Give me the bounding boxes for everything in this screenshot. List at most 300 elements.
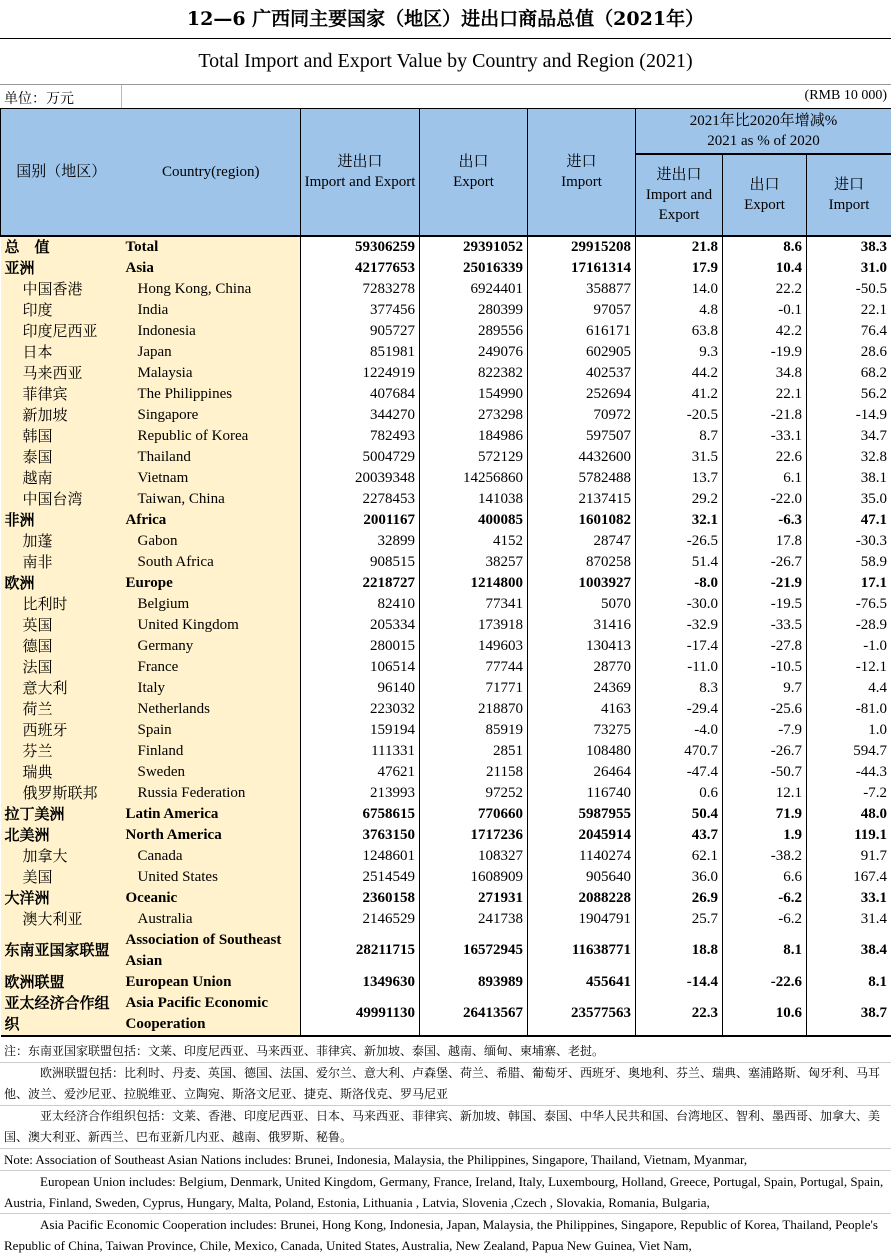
import-value: 602905 bbox=[528, 342, 636, 363]
import-export-value: 42177653 bbox=[301, 258, 420, 279]
import-change: 22.1 bbox=[807, 300, 891, 321]
import-change: -81.0 bbox=[807, 699, 891, 720]
table-row bbox=[1, 825, 891, 846]
table-body bbox=[1, 236, 891, 1036]
country-name-cn: 西班牙 bbox=[1, 720, 122, 741]
table-row bbox=[1, 762, 891, 783]
import-change: -1.0 bbox=[807, 636, 891, 657]
import-export-value: 344270 bbox=[301, 405, 420, 426]
country-name-en: Malaysia bbox=[122, 363, 301, 384]
export-change: 10.4 bbox=[723, 258, 807, 279]
header-import-cn: 进口 bbox=[566, 153, 597, 170]
table-row bbox=[1, 846, 891, 867]
unit-label-en: (RMB 10 000) bbox=[804, 88, 887, 103]
export-value: 249076 bbox=[420, 342, 528, 363]
import-export-change: 41.2 bbox=[636, 384, 723, 405]
import-change: 38.7 bbox=[807, 993, 891, 1036]
country-name-en: Germany bbox=[122, 636, 301, 657]
export-value: 2851 bbox=[420, 741, 528, 762]
country-name-en: Taiwan, China bbox=[122, 489, 301, 510]
import-export-change: 8.3 bbox=[636, 678, 723, 699]
import-export-value: 280015 bbox=[301, 636, 420, 657]
import-value: 455641 bbox=[528, 972, 636, 993]
header-import-en: Import bbox=[561, 173, 602, 190]
country-name-en: Thailand bbox=[122, 447, 301, 468]
table-row bbox=[1, 636, 891, 657]
import-export-change: 32.1 bbox=[636, 510, 723, 531]
country-name-cn: 亚洲 bbox=[1, 258, 122, 279]
export-change: 9.7 bbox=[723, 678, 807, 699]
import-change: -50.5 bbox=[807, 279, 891, 300]
table-row bbox=[1, 363, 891, 384]
import-export-change: 4.8 bbox=[636, 300, 723, 321]
country-name-cn: 印度 bbox=[1, 300, 122, 321]
import-change: 33.1 bbox=[807, 888, 891, 909]
country-name-en: The Philippines bbox=[122, 384, 301, 405]
import-change: -12.1 bbox=[807, 657, 891, 678]
table-row bbox=[1, 804, 891, 825]
header-change-import-en: Import bbox=[828, 196, 870, 213]
import-value: 108480 bbox=[528, 741, 636, 762]
export-value: 218870 bbox=[420, 699, 528, 720]
import-change: 167.4 bbox=[807, 867, 891, 888]
import-change: 56.2 bbox=[807, 384, 891, 405]
import-change: 76.4 bbox=[807, 321, 891, 342]
import-export-change: 25.7 bbox=[636, 909, 723, 930]
header-change-en: 2021 as % of 2020 bbox=[707, 132, 820, 149]
country-name-cn: 芬兰 bbox=[1, 741, 122, 762]
import-export-change: -14.4 bbox=[636, 972, 723, 993]
import-export-value: 20039348 bbox=[301, 468, 420, 489]
import-export-value: 407684 bbox=[301, 384, 420, 405]
import-export-value: 782493 bbox=[301, 426, 420, 447]
export-change: 10.6 bbox=[723, 993, 807, 1036]
import-change: -30.3 bbox=[807, 531, 891, 552]
import-export-value: 159194 bbox=[301, 720, 420, 741]
export-value: 85919 bbox=[420, 720, 528, 741]
export-value: 97252 bbox=[420, 783, 528, 804]
export-value: 6924401 bbox=[420, 279, 528, 300]
import-change: 48.0 bbox=[807, 804, 891, 825]
table-row bbox=[1, 447, 891, 468]
import-export-value: 7283278 bbox=[301, 279, 420, 300]
import-export-value: 32899 bbox=[301, 531, 420, 552]
export-value: 26413567 bbox=[420, 993, 528, 1036]
header-import-export bbox=[301, 109, 420, 236]
import-change: 47.1 bbox=[807, 510, 891, 531]
export-value: 1717236 bbox=[420, 825, 528, 846]
country-name-cn: 大洋洲 bbox=[1, 888, 122, 909]
import-export-value: 6758615 bbox=[301, 804, 420, 825]
unit-divider bbox=[121, 85, 122, 109]
import-change: 35.0 bbox=[807, 489, 891, 510]
import-export-change: -32.9 bbox=[636, 615, 723, 636]
import-value: 17161314 bbox=[528, 258, 636, 279]
import-value: 1003927 bbox=[528, 573, 636, 594]
export-value: 4152 bbox=[420, 531, 528, 552]
export-change: 42.2 bbox=[723, 321, 807, 342]
import-value: 4163 bbox=[528, 699, 636, 720]
export-change: -6.3 bbox=[723, 510, 807, 531]
import-export-value: 2360158 bbox=[301, 888, 420, 909]
import-export-change: 50.4 bbox=[636, 804, 723, 825]
import-value: 97057 bbox=[528, 300, 636, 321]
country-name-en: Australia bbox=[122, 909, 301, 930]
country-name-en: Sweden bbox=[122, 762, 301, 783]
country-name-en: Spain bbox=[122, 720, 301, 741]
export-value: 893989 bbox=[420, 972, 528, 993]
export-change: -22.6 bbox=[723, 972, 807, 993]
export-value: 108327 bbox=[420, 846, 528, 867]
import-export-value: 205334 bbox=[301, 615, 420, 636]
import-export-value: 96140 bbox=[301, 678, 420, 699]
table-row bbox=[1, 300, 891, 321]
table-row bbox=[1, 321, 891, 342]
import-export-value: 2218727 bbox=[301, 573, 420, 594]
import-export-value: 59306259 bbox=[301, 236, 420, 258]
import-export-change: 14.0 bbox=[636, 279, 723, 300]
country-name-en: Africa bbox=[122, 510, 301, 531]
import-change: -14.9 bbox=[807, 405, 891, 426]
import-export-value: 213993 bbox=[301, 783, 420, 804]
table-row bbox=[1, 258, 891, 279]
import-export-value: 851981 bbox=[301, 342, 420, 363]
table-row bbox=[1, 615, 891, 636]
import-export-change: -11.0 bbox=[636, 657, 723, 678]
country-name-cn: 北美洲 bbox=[1, 825, 122, 846]
export-value: 141038 bbox=[420, 489, 528, 510]
note-asean-en: Note: Association of Southeast Asian Nations includes: Brunei, Indonesia, Malaysia, the Philippines, Singapore, Thailand, Vietnam, Myanmar, bbox=[0, 1148, 891, 1170]
import-value: 597507 bbox=[528, 426, 636, 447]
export-value: 1214800 bbox=[420, 573, 528, 594]
import-export-change: -47.4 bbox=[636, 762, 723, 783]
table-row bbox=[1, 699, 891, 720]
export-value: 770660 bbox=[420, 804, 528, 825]
export-change: -6.2 bbox=[723, 888, 807, 909]
import-change: 8.1 bbox=[807, 972, 891, 993]
export-value: 16572945 bbox=[420, 930, 528, 972]
export-value: 29391052 bbox=[420, 236, 528, 258]
export-change: -26.7 bbox=[723, 741, 807, 762]
import-export-value: 5004729 bbox=[301, 447, 420, 468]
country-name-cn: 俄罗斯联邦 bbox=[1, 783, 122, 804]
import-export-value: 2278453 bbox=[301, 489, 420, 510]
country-name-cn: 英国 bbox=[1, 615, 122, 636]
country-name-en: Association of Southeast Asian bbox=[122, 930, 301, 972]
table-row bbox=[1, 888, 891, 909]
country-name-en: France bbox=[122, 657, 301, 678]
country-name-en: Belgium bbox=[122, 594, 301, 615]
table-row bbox=[1, 720, 891, 741]
note-apec-cn: 亚太经济合作组织包括：文莱、香港、印度尼西亚、日本、马来西亚、菲律宾、新加坡、韩国、泰国、中华人民共和国、台湾地区、智利、墨西哥、加拿大、美国、澳大利亚、新西兰、巴布亚新几内亚、越南、俄罗斯、秘鲁。 bbox=[0, 1105, 891, 1148]
import-export-value: 111331 bbox=[301, 741, 420, 762]
table-row bbox=[1, 594, 891, 615]
export-value: 1608909 bbox=[420, 867, 528, 888]
import-change: 34.7 bbox=[807, 426, 891, 447]
note-apec-en: Asia Pacific Economic Cooperation includes: Brunei, Hong Kong, Indonesia, Japan, Malaysia, the Philippines, Singapore, Republic of Korea, Thailand, People's Republic of China, Taiwan Province, Chile, Mexico, Canada, United States, Australia, New Zealand, Papua New Guinea, Viet Nam, bbox=[0, 1213, 891, 1256]
country-name-cn: 德国 bbox=[1, 636, 122, 657]
import-change: -7.2 bbox=[807, 783, 891, 804]
country-name-en: North America bbox=[122, 825, 301, 846]
country-name-cn: 加拿大 bbox=[1, 846, 122, 867]
export-change: 22.2 bbox=[723, 279, 807, 300]
header-change-export-en: Export bbox=[744, 196, 785, 213]
header-change-import-export bbox=[636, 154, 723, 236]
import-export-change: 63.8 bbox=[636, 321, 723, 342]
export-change: -0.1 bbox=[723, 300, 807, 321]
import-change: 28.6 bbox=[807, 342, 891, 363]
import-export-value: 908515 bbox=[301, 552, 420, 573]
table-row bbox=[1, 384, 891, 405]
country-name-en: European Union bbox=[122, 972, 301, 993]
note-eu-cn: 欧洲联盟包括：比利时、丹麦、英国、德国、法国、爱尔兰、意大利、卢森堡、荷兰、希腊、葡萄牙、西班牙、奥地利、芬兰、瑞典、塞浦路斯、匈牙利、马耳他、波兰、爱沙尼亚、拉脱维亚、立陶宛、斯洛文尼亚、捷克、斯洛伐克、罗马尼亚 bbox=[0, 1062, 891, 1105]
table-row bbox=[1, 489, 891, 510]
export-change: 1.9 bbox=[723, 825, 807, 846]
unit-label-cn: 单位：万元 bbox=[4, 91, 74, 107]
table-row bbox=[1, 867, 891, 888]
country-name-en: Italy bbox=[122, 678, 301, 699]
country-name-cn: 马来西亚 bbox=[1, 363, 122, 384]
country-name-en: Japan bbox=[122, 342, 301, 363]
import-export-change: -4.0 bbox=[636, 720, 723, 741]
export-value: 77744 bbox=[420, 657, 528, 678]
table-row bbox=[1, 930, 891, 972]
import-value: 1140274 bbox=[528, 846, 636, 867]
header-import-export-cn: 进出口 bbox=[337, 153, 383, 170]
country-name-cn: 澳大利亚 bbox=[1, 909, 122, 930]
import-value: 31416 bbox=[528, 615, 636, 636]
country-name-cn: 东南亚国家联盟 bbox=[1, 930, 122, 972]
country-name-cn: 亚太经济合作组织 bbox=[1, 993, 122, 1036]
export-value: 14256860 bbox=[420, 468, 528, 489]
export-change: -19.5 bbox=[723, 594, 807, 615]
country-name-en: Finland bbox=[122, 741, 301, 762]
header-import-export-en: Import and Export bbox=[304, 173, 416, 190]
table-row bbox=[1, 510, 891, 531]
export-change: -7.9 bbox=[723, 720, 807, 741]
export-value: 822382 bbox=[420, 363, 528, 384]
import-export-value: 223032 bbox=[301, 699, 420, 720]
export-value: 184986 bbox=[420, 426, 528, 447]
country-name-en: Singapore bbox=[122, 405, 301, 426]
country-name-en: Asia Pacific Economic Cooperation bbox=[122, 993, 301, 1036]
import-export-value: 47621 bbox=[301, 762, 420, 783]
export-change: -21.8 bbox=[723, 405, 807, 426]
import-export-change: 51.4 bbox=[636, 552, 723, 573]
import-export-value: 106514 bbox=[301, 657, 420, 678]
import-value: 252694 bbox=[528, 384, 636, 405]
import-value: 358877 bbox=[528, 279, 636, 300]
import-value: 70972 bbox=[528, 405, 636, 426]
country-name-cn: 菲律宾 bbox=[1, 384, 122, 405]
export-change: 8.6 bbox=[723, 236, 807, 258]
import-value: 870258 bbox=[528, 552, 636, 573]
import-export-value: 28211715 bbox=[301, 930, 420, 972]
country-name-cn: 中国台湾 bbox=[1, 489, 122, 510]
unit-row bbox=[0, 84, 891, 109]
import-change: 58.9 bbox=[807, 552, 891, 573]
export-change: -33.1 bbox=[723, 426, 807, 447]
export-value: 154990 bbox=[420, 384, 528, 405]
country-name-cn: 瑞典 bbox=[1, 762, 122, 783]
table-row bbox=[1, 468, 891, 489]
import-value: 2045914 bbox=[528, 825, 636, 846]
import-export-change: 31.5 bbox=[636, 447, 723, 468]
country-name-en: Republic of Korea bbox=[122, 426, 301, 447]
import-value: 5070 bbox=[528, 594, 636, 615]
table-row bbox=[1, 657, 891, 678]
country-name-cn: 中国香港 bbox=[1, 279, 122, 300]
country-name-en: Vietnam bbox=[122, 468, 301, 489]
country-name-cn: 比利时 bbox=[1, 594, 122, 615]
table-row bbox=[1, 279, 891, 300]
country-name-en: Netherlands bbox=[122, 699, 301, 720]
import-change: 38.1 bbox=[807, 468, 891, 489]
country-name-cn: 欧洲联盟 bbox=[1, 972, 122, 993]
import-value: 29915208 bbox=[528, 236, 636, 258]
header-export-en: Export bbox=[453, 173, 494, 190]
import-export-change: 26.9 bbox=[636, 888, 723, 909]
import-export-value: 49991130 bbox=[301, 993, 420, 1036]
header-change-import bbox=[807, 154, 891, 236]
import-export-change: 13.7 bbox=[636, 468, 723, 489]
import-export-value: 1349630 bbox=[301, 972, 420, 993]
table-row bbox=[1, 236, 891, 258]
import-export-change: 0.6 bbox=[636, 783, 723, 804]
header-change-export-cn: 出口 bbox=[749, 176, 780, 193]
import-export-value: 2146529 bbox=[301, 909, 420, 930]
export-change: -33.5 bbox=[723, 615, 807, 636]
country-name-en: Total bbox=[122, 236, 301, 258]
table-row bbox=[1, 573, 891, 594]
import-export-value: 1248601 bbox=[301, 846, 420, 867]
trade-table bbox=[0, 108, 891, 1037]
export-value: 173918 bbox=[420, 615, 528, 636]
country-name-en: Gabon bbox=[122, 531, 301, 552]
export-value: 71771 bbox=[420, 678, 528, 699]
country-name-en: Russia Federation bbox=[122, 783, 301, 804]
country-name-en: Oceanic bbox=[122, 888, 301, 909]
import-export-change: 22.3 bbox=[636, 993, 723, 1036]
import-export-change: 18.8 bbox=[636, 930, 723, 972]
import-value: 28770 bbox=[528, 657, 636, 678]
export-change: 8.1 bbox=[723, 930, 807, 972]
table-row bbox=[1, 741, 891, 762]
export-value: 271931 bbox=[420, 888, 528, 909]
import-value: 905640 bbox=[528, 867, 636, 888]
import-export-change: -8.0 bbox=[636, 573, 723, 594]
country-name-cn: 越南 bbox=[1, 468, 122, 489]
country-name-en: Hong Kong, China bbox=[122, 279, 301, 300]
import-value: 616171 bbox=[528, 321, 636, 342]
import-export-change: 43.7 bbox=[636, 825, 723, 846]
country-name-en: India bbox=[122, 300, 301, 321]
import-value: 28747 bbox=[528, 531, 636, 552]
country-name-en: United Kingdom bbox=[122, 615, 301, 636]
import-change: -76.5 bbox=[807, 594, 891, 615]
import-export-change: 17.9 bbox=[636, 258, 723, 279]
country-name-en: Canada bbox=[122, 846, 301, 867]
country-name-cn: 日本 bbox=[1, 342, 122, 363]
header-change-ie-cn: 进出口 bbox=[656, 166, 702, 183]
country-name-en: Indonesia bbox=[122, 321, 301, 342]
country-name-cn: 韩国 bbox=[1, 426, 122, 447]
export-value: 25016339 bbox=[420, 258, 528, 279]
import-export-change: 36.0 bbox=[636, 867, 723, 888]
export-change: 6.1 bbox=[723, 468, 807, 489]
import-export-change: 8.7 bbox=[636, 426, 723, 447]
import-value: 402537 bbox=[528, 363, 636, 384]
country-name-en: Asia bbox=[122, 258, 301, 279]
table-row bbox=[1, 993, 891, 1036]
import-export-value: 82410 bbox=[301, 594, 420, 615]
country-name-en: United States bbox=[122, 867, 301, 888]
import-change: 31.4 bbox=[807, 909, 891, 930]
table-row bbox=[1, 405, 891, 426]
import-export-change: 21.8 bbox=[636, 236, 723, 258]
import-value: 116740 bbox=[528, 783, 636, 804]
import-change: 119.1 bbox=[807, 825, 891, 846]
export-change: 22.1 bbox=[723, 384, 807, 405]
export-value: 273298 bbox=[420, 405, 528, 426]
import-value: 1601082 bbox=[528, 510, 636, 531]
import-export-value: 377456 bbox=[301, 300, 420, 321]
import-change: 68.2 bbox=[807, 363, 891, 384]
import-export-change: -29.4 bbox=[636, 699, 723, 720]
note-asean-cn: 注：东南亚国家联盟包括：文莱、印度尼西亚、马来西亚、菲律宾、新加坡、泰国、越南、缅甸、柬埔寨、老挝。 bbox=[4, 1044, 605, 1058]
table-row bbox=[1, 426, 891, 447]
country-name-cn: 欧洲 bbox=[1, 573, 122, 594]
export-change: -21.9 bbox=[723, 573, 807, 594]
import-value: 2088228 bbox=[528, 888, 636, 909]
table-row bbox=[1, 342, 891, 363]
import-change: 17.1 bbox=[807, 573, 891, 594]
import-value: 130413 bbox=[528, 636, 636, 657]
country-name-cn: 南非 bbox=[1, 552, 122, 573]
import-change: -44.3 bbox=[807, 762, 891, 783]
export-change: 71.9 bbox=[723, 804, 807, 825]
export-value: 21158 bbox=[420, 762, 528, 783]
import-change: 1.0 bbox=[807, 720, 891, 741]
export-change: -22.0 bbox=[723, 489, 807, 510]
header-change-import-cn: 进口 bbox=[833, 176, 864, 193]
country-name-cn: 美国 bbox=[1, 867, 122, 888]
export-value: 280399 bbox=[420, 300, 528, 321]
import-change: 594.7 bbox=[807, 741, 891, 762]
country-name-en: Latin America bbox=[122, 804, 301, 825]
import-export-change: -17.4 bbox=[636, 636, 723, 657]
country-name-cn: 非洲 bbox=[1, 510, 122, 531]
country-name-cn: 总 值 bbox=[1, 236, 122, 258]
country-name-cn: 拉丁美洲 bbox=[1, 804, 122, 825]
export-change: -6.2 bbox=[723, 909, 807, 930]
page-title-en: Total Import and Export Value by Country and Region (2021) bbox=[198, 50, 693, 72]
country-name-cn: 泰国 bbox=[1, 447, 122, 468]
country-name-en: South Africa bbox=[122, 552, 301, 573]
export-value: 400085 bbox=[420, 510, 528, 531]
import-value: 5987955 bbox=[528, 804, 636, 825]
import-export-change: 29.2 bbox=[636, 489, 723, 510]
import-change: 32.8 bbox=[807, 447, 891, 468]
import-export-value: 2001167 bbox=[301, 510, 420, 531]
import-value: 23577563 bbox=[528, 993, 636, 1036]
import-value: 5782488 bbox=[528, 468, 636, 489]
table-row bbox=[1, 531, 891, 552]
import-export-change: 9.3 bbox=[636, 342, 723, 363]
header-change-export bbox=[723, 154, 807, 236]
header-export bbox=[420, 109, 528, 236]
table-row bbox=[1, 678, 891, 699]
